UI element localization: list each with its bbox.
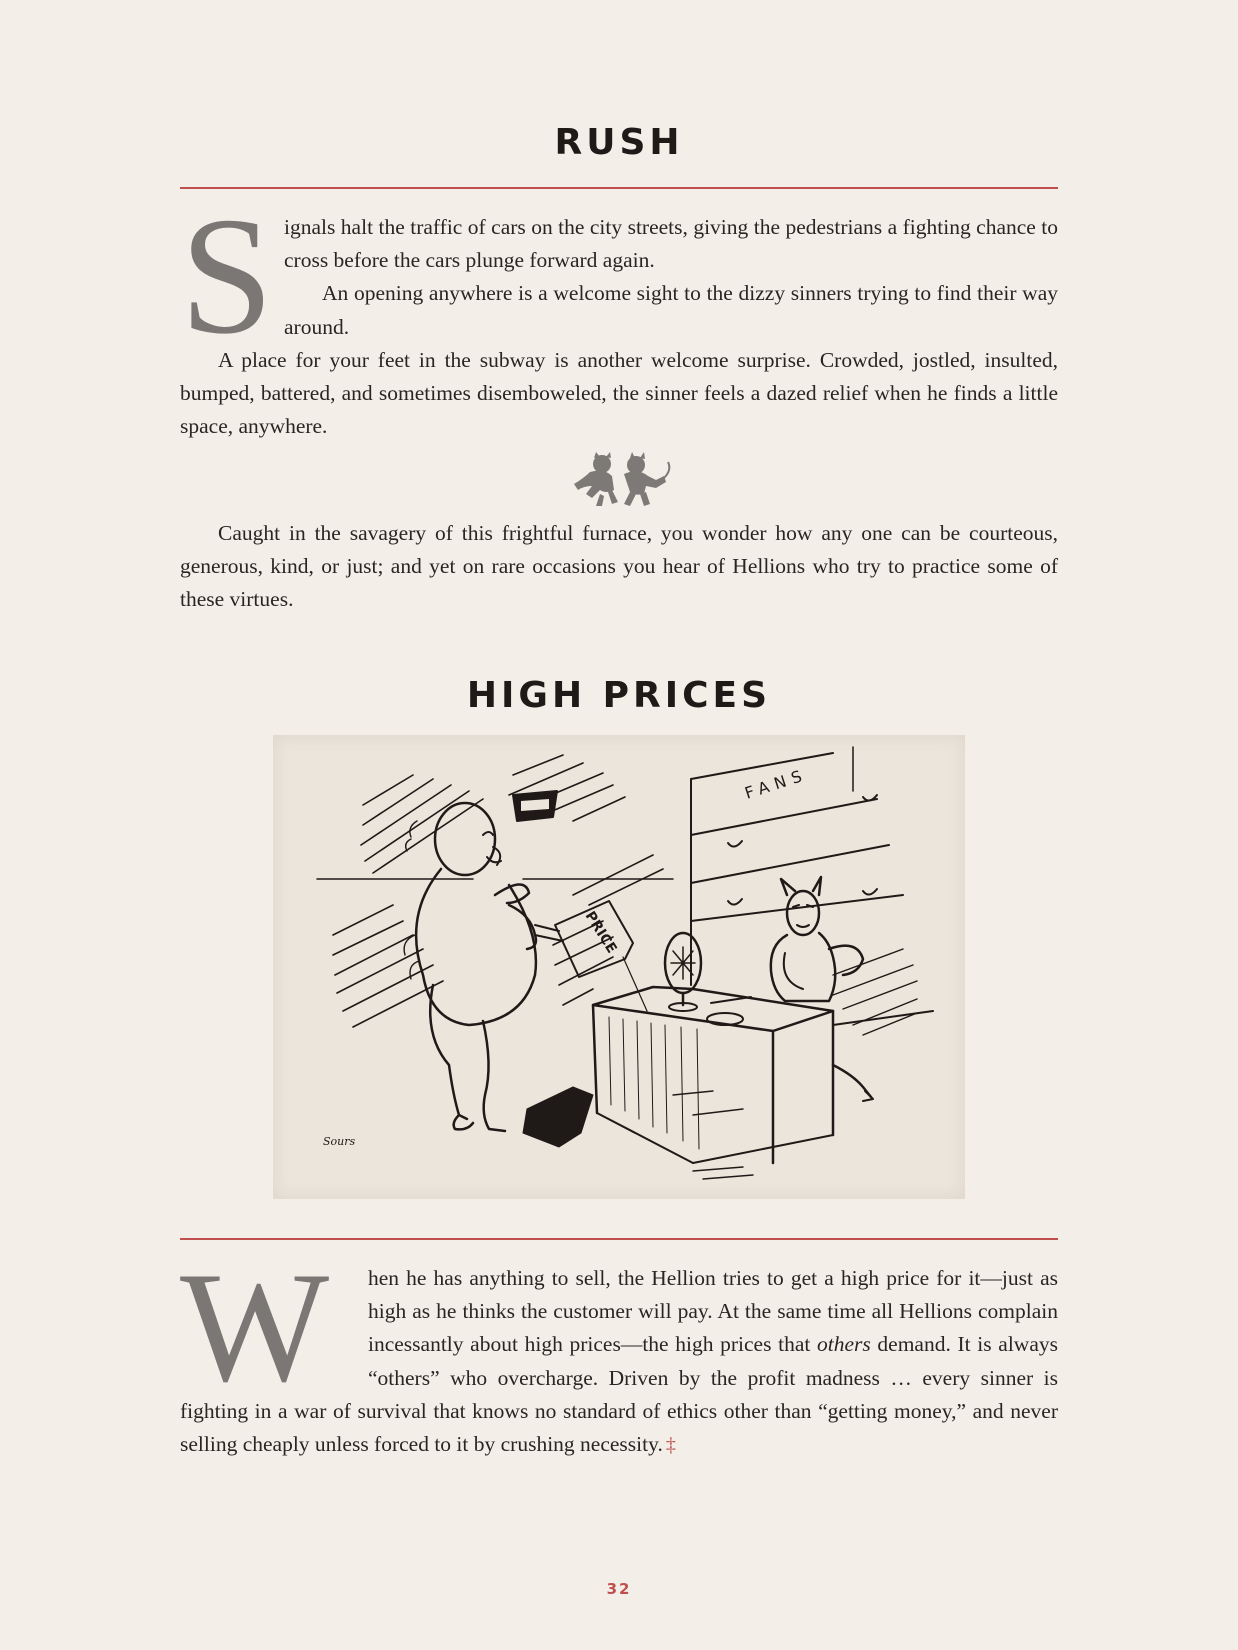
rush-body: [180, 183, 1058, 443]
devils-ornament-icon: [560, 450, 678, 510]
rush-paragraph-1-text: ignals halt the traffic of cars on the city streets, giving the pedestrians a fighting chance to cross before the cars plunge forward again.: [284, 215, 1058, 273]
end-of-section-mark-icon: ‡: [665, 1434, 676, 1457]
book-page: [180, 0, 1058, 1650]
rush-closing-body: [180, 517, 1058, 617]
high-prices-text-1: hen he has anything to sell, the Hellion tries to get a high price for it—just as high as he thinks the customer will pay. At the same time all Hellions complain incessantly about high prices—the high prices that: [368, 1266, 1058, 1357]
dropcap-letter-s: S: [180, 183, 274, 369]
high-prices-body: [180, 1240, 1058, 1462]
section-title-high-prices: HIGH PRICES: [466, 675, 772, 716]
price-tag-text: PRICE: [581, 908, 620, 957]
rush-paragraph-4: Caught in the savagery of this frightful furnace, you wonder how any one can be courteous, generous, kind, or just; and yet on rare occasions you hear of Hellions who try to practice some of these virtues.: [180, 521, 1058, 612]
artist-signature: Sours: [323, 1135, 356, 1148]
section-divider-rule: [180, 187, 1058, 189]
high-prices-text-2: demand. It is always “others” who overcharge. Driven by the profit madness … every sinner is fighting in a war of survival that knows no standard of ethics other than “getting money,” and never selling cheaply unless forced to it by crushing necessity.: [180, 1332, 1058, 1457]
section-title-rush: RUSH: [554, 122, 684, 163]
cartoon-illustration: [273, 735, 965, 1199]
rush-paragraph-1: [180, 211, 1058, 277]
rush-paragraph-3: A place for your feet in the subway is another welcome surprise. Crowded, jostled, insulted, bumped, battered, and sometimes disemboweled, the sinner feels a dazed relief when he finds a little space, anywhere.: [180, 347, 1058, 439]
dropcap-letter-w: W: [180, 1240, 330, 1415]
fans-sign-text: FANS: [742, 764, 810, 803]
rush-paragraph-2: An opening anywhere is a welcome sight to the dizzy sinners trying to find their way around.: [284, 281, 1058, 339]
high-prices-italic-word: others: [817, 1332, 871, 1357]
page-number: 32: [606, 1580, 632, 1598]
